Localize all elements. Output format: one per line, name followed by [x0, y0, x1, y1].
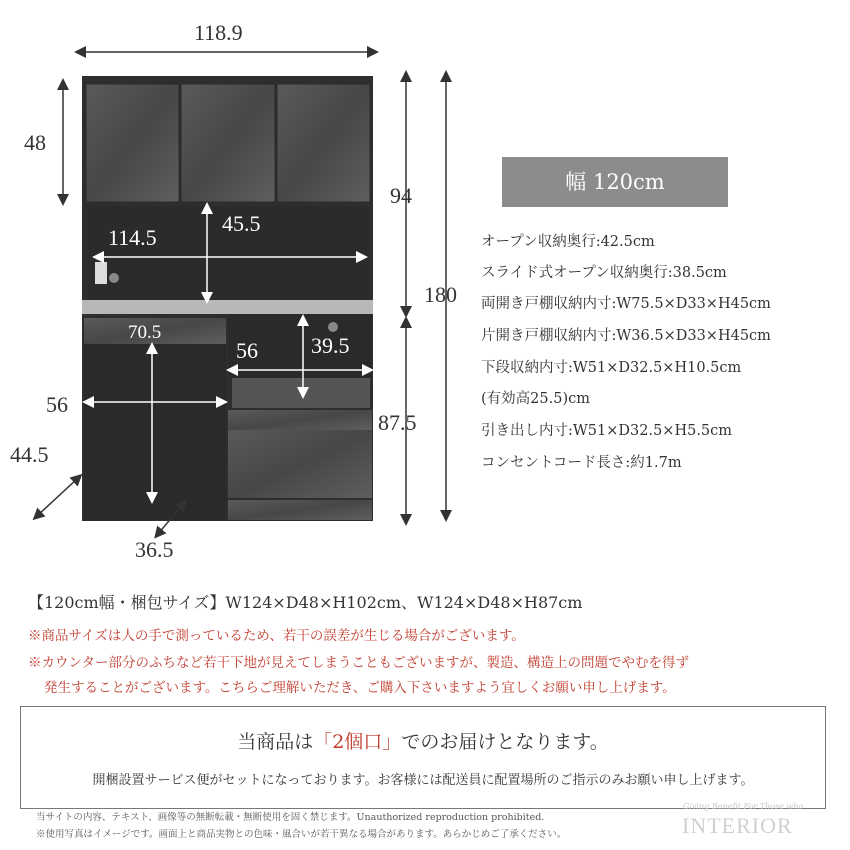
spec-line: 片開き戸棚収納内寸:W36.5×D33×H45cm: [481, 328, 771, 344]
dim-depth: 44.5: [10, 442, 49, 467]
spec-line: コンセントコード長さ:約1.7m: [481, 455, 682, 471]
upper-door-right: [277, 84, 370, 202]
dim-lower-depth: 36.5: [135, 537, 174, 562]
upper-door-middle: [181, 84, 275, 202]
dim-open-depth: 45.5: [222, 211, 261, 236]
dim-upper-height: 48: [24, 130, 46, 155]
delivery-box: [20, 706, 826, 809]
delivery-highlight: 「2個口」: [313, 731, 402, 753]
delivery-headline: [21, 727, 825, 754]
spec-line: 下段収納内寸:W51×D32.5×H10.5cm: [481, 360, 742, 376]
width-badge: 幅 120cm: [502, 157, 728, 207]
knob-icon: [109, 273, 119, 283]
footer-copyright: 当サイトの内容、テキスト、画像等の無断転載・無断使用を固く禁じます。Unauthorized reproduction prohibited.: [36, 812, 545, 823]
dim-open-height: 94: [390, 183, 412, 208]
slide-tray: [232, 378, 370, 408]
dim-overall-width: 118.9: [194, 20, 243, 45]
dim-counter-width: 70.5: [128, 322, 162, 343]
note-line: ※カウンター部分のふちなど若干下地が見えてしまうこともございますが、製造、構造上の問題でやむを得ず: [28, 655, 689, 671]
bottom-drawer: [228, 500, 372, 520]
logo-tagline: Giving Benefit For Those who: [683, 802, 804, 811]
lower-drawer: [228, 430, 372, 498]
slide-knob-icon: [328, 322, 338, 332]
spec-line: 引き出し内寸:W51×D32.5×H5.5cm: [481, 423, 733, 439]
dim-slide-height: 39.5: [311, 333, 350, 358]
logo: INTERIOR: [682, 813, 793, 838]
cabinet-illustration: [0, 0, 470, 580]
delivery-prefix: 当商品は: [237, 731, 314, 753]
footer-disclaimer: ※使用写真はイメージです。画面上と商品実物との色味・風合いが若干異なる場合があります。あらかじめご了承ください。: [36, 829, 567, 840]
spec-line: 両開き戸棚収納内寸:W75.5×D33×H45cm: [481, 296, 771, 312]
spec-line: (有効高25.5)cm: [481, 391, 590, 407]
counter-top: [82, 300, 373, 314]
dim-open-width: 114.5: [108, 225, 157, 250]
outlet-icon: [95, 262, 107, 284]
upper-door-left: [86, 84, 179, 202]
spec-line: オープン収納奥行:42.5cm: [481, 234, 655, 250]
note-line: ※商品サイズは人の手で測っているため、若干の誤差が生じる場合がございます。: [28, 628, 525, 644]
dim-slide-width: 56: [236, 338, 258, 363]
delivery-subtext: 開梱設置サービス便がセットになっております。お客様には配送員に配置場所のご指示のみお願い申し上げます。: [92, 773, 754, 788]
note-line: 発生することがございます。こちらご理解いただき、ご購入下さいますよう宜しくお願い申し上げます。: [44, 680, 676, 696]
spec-line: スライド式オープン収納奥行:38.5cm: [481, 265, 727, 281]
lower-open-space: [84, 344, 226, 520]
dim-total-height: 180: [424, 282, 457, 307]
package-size: 【120cm幅・梱包サイズ】W124×D48×H102cm、W124×D48×H87cm: [28, 593, 583, 612]
dim-lower-width: 56: [46, 392, 68, 417]
lower-drawer-top: [228, 410, 372, 430]
delivery-suffix: でのお届けとなります。: [401, 731, 609, 753]
dim-lower-height: 87.5: [378, 410, 417, 435]
